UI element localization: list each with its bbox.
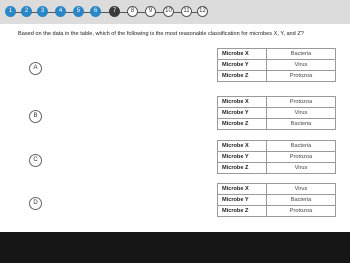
step-5-button[interactable]: 5 — [73, 6, 84, 17]
classification-cell: Protozoa — [267, 206, 336, 217]
microbe-name-cell: Microbe X — [218, 184, 267, 195]
bottom-bar — [0, 232, 350, 263]
table-row — [218, 163, 336, 174]
table-row — [218, 97, 336, 108]
microbe-name-cell: Microbe Y — [218, 195, 267, 206]
table-row — [218, 71, 336, 82]
classification-cell: Bacteria — [267, 141, 336, 152]
microbe-name-cell: Microbe X — [218, 49, 267, 60]
step-7-button[interactable]: 7 — [109, 6, 120, 17]
classification-cell: Bacteria — [267, 195, 336, 206]
table-row — [218, 141, 336, 152]
microbe-name-cell: Microbe Z — [218, 71, 267, 82]
step-12-button[interactable]: 12 — [197, 6, 208, 17]
classification-cell: Protozoa — [267, 97, 336, 108]
table-row — [218, 49, 336, 60]
classification-cell: Protozoa — [267, 152, 336, 163]
step-4-button[interactable]: 4 — [55, 6, 66, 17]
table-row — [218, 60, 336, 71]
option-a-table — [217, 48, 336, 82]
step-10-button[interactable]: 10 — [163, 6, 174, 17]
microbe-name-cell: Microbe Z — [218, 163, 267, 174]
classification-cell: Protozoa — [267, 71, 336, 82]
table-row — [218, 152, 336, 163]
step-3-button[interactable]: 3 — [37, 6, 48, 17]
microbe-name-cell: Microbe Z — [218, 119, 267, 130]
option-c-radio[interactable]: C — [29, 154, 42, 167]
classification-cell: Virus — [267, 108, 336, 119]
progress-bar — [0, 0, 350, 24]
classification-cell: Bacteria — [267, 49, 336, 60]
step-8-button[interactable]: 8 — [127, 6, 138, 17]
table-row — [218, 184, 336, 195]
option-c-table — [217, 140, 336, 174]
microbe-name-cell: Microbe Y — [218, 108, 267, 119]
option-d-table — [217, 183, 336, 217]
microbe-name-cell: Microbe Y — [218, 60, 267, 71]
table-row — [218, 119, 336, 130]
microbe-name-cell: Microbe Z — [218, 206, 267, 217]
step-1-button[interactable]: 1 — [5, 6, 16, 17]
step-2-button[interactable]: 2 — [21, 6, 32, 17]
table-row — [218, 108, 336, 119]
table-row — [218, 206, 336, 217]
classification-cell: Virus — [267, 163, 336, 174]
option-d-radio[interactable]: D — [29, 197, 42, 210]
microbe-name-cell: Microbe Y — [218, 152, 267, 163]
classification-cell: Bacteria — [267, 119, 336, 130]
classification-cell: Virus — [267, 60, 336, 71]
step-11-button[interactable]: 11 — [181, 6, 192, 17]
step-9-button[interactable]: 9 — [145, 6, 156, 17]
option-b-radio[interactable]: B — [29, 110, 42, 123]
question-text: Based on the data in the table, which of the following is the most reasonable classification for microbes X, Y, and Z? — [18, 31, 304, 37]
option-b-table — [217, 96, 336, 130]
classification-cell: Virus — [267, 184, 336, 195]
microbe-name-cell: Microbe X — [218, 97, 267, 108]
table-row — [218, 195, 336, 206]
option-a-radio[interactable]: A — [29, 62, 42, 75]
step-6-button[interactable]: 6 — [90, 6, 101, 17]
microbe-name-cell: Microbe X — [218, 141, 267, 152]
